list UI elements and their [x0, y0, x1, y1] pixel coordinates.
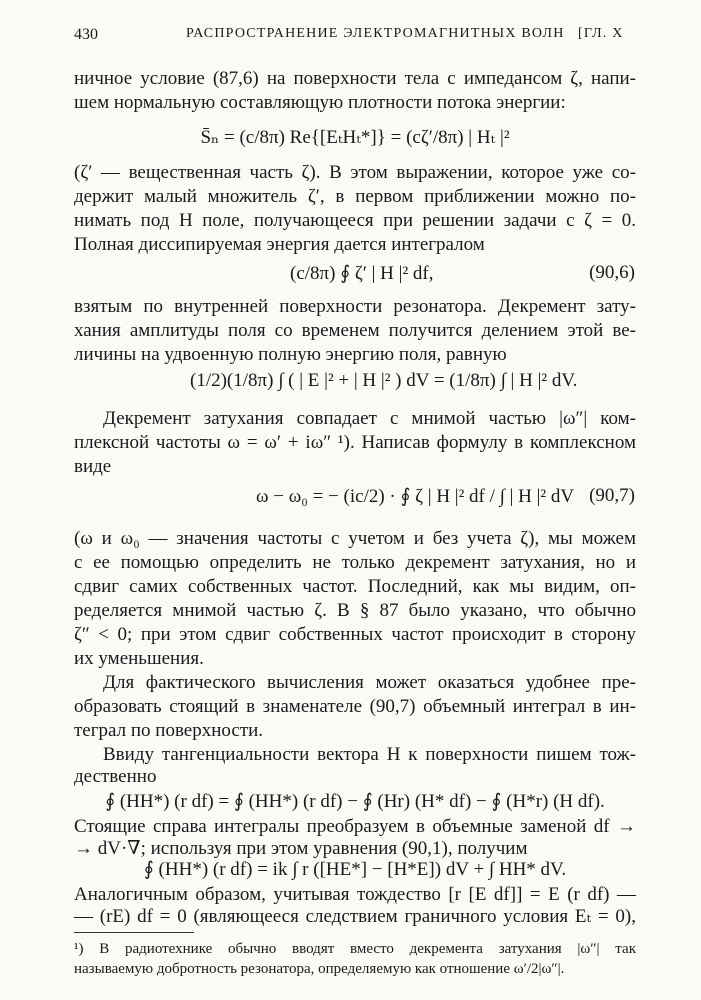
text-line: ределяется мнимой частью ζ. В § 87 было указано, что обычно: [74, 600, 636, 621]
text-line: теграл по поверхности.: [74, 720, 264, 741]
equation-number: (90,6): [589, 262, 635, 283]
page-number: 430: [74, 26, 98, 43]
text-line: Ввиду тангенциальности вектора H к поверхности пишем тож-: [103, 744, 636, 765]
text-line: их уменьшения.: [74, 648, 204, 669]
equation-identity: ∮ (HH*) (r df) = ∮ (HH*) (r df) − ∮ (Hr) (H* df) − ∮ (H*r) (H df).: [105, 791, 605, 812]
text-line: хания амплитуды поля со временем получится делением этой ве-: [74, 320, 636, 341]
text-line: нимать под H поле, получающееся при решении задачи с ζ = 0.: [74, 210, 636, 231]
text-line: с ее помощью определить не только декремент затухания, но и: [74, 552, 636, 573]
text-line: Аналогичным образом, учитывая тождество [r [E df]] = E (r df) —: [74, 884, 636, 905]
text-line: сдвиг самих собственных частот. Последний, как мы видим, оп-: [74, 576, 636, 597]
equation-total-energy: (1/2)(1/8π) ∫ ( | E |² + | H |² ) dV = (1/8π) ∫ | H |² dV.: [190, 370, 578, 391]
text-line: Декремент затухания совпадает с мнимой частью |ω″| ком-: [103, 408, 636, 429]
running-title: РАСПРОСТРАНЕНИЕ ЭЛЕКТРОМАГНИТНЫХ ВОЛН: [186, 26, 565, 41]
text-line: виде: [74, 456, 112, 477]
text-line: (ζ′ — вещественная часть ζ). В этом выражении, которое уже со-: [74, 162, 636, 183]
equation-dissipated-energy: (c/8π) ∮ ζ′ | H |² df,: [290, 263, 434, 284]
text-line: взятым по внутренней поверхности резонатора. Декремент зату-: [74, 296, 636, 317]
equation-number: (90,7): [589, 485, 635, 506]
text-line: держит малый множитель ζ′, в первом приближении можно по-: [74, 186, 636, 207]
text-line: Полная диссипируемая энергия дается интегралом: [74, 234, 485, 255]
text-line: ζ″ < 0; при этом сдвиг собственных частот происходит в сторону: [74, 624, 636, 645]
footnote-line: называемую добротность резонатора, определяемую как отношение ω′/2|ω″|.: [74, 961, 565, 977]
text-line: плексной частоты ω = ω′ + iω″ ¹). Написав формулу в комплексном: [74, 432, 636, 453]
text-line: → dV·∇; используя при этом уравнения (90,1), получим: [74, 838, 528, 859]
text-line: образовать стоящий в знаменателе (90,7) объемный интеграл в ин-: [74, 696, 636, 717]
equation-energy-flux: S̄ₙ = (c/8π) Re{[EₜHₜ*]} = (cζ′/8π) | Hₜ |²: [200, 127, 510, 148]
text-line: личины на удвоенную полную энергию поля, равную: [74, 344, 507, 365]
text-line: — (rE) df = 0 (являющееся следствием граничного условия Eₜ = 0),: [74, 906, 636, 927]
footnote-line: ¹) В радиотехнике обычно вводят вместо декремента затухания |ω″| так: [74, 941, 636, 957]
text-line: Для фактического вычисления может оказаться удобнее пре-: [103, 672, 636, 693]
footnote-rule: [74, 932, 194, 933]
text-line: дественно: [74, 766, 157, 787]
equation-volume-integral: ∮ (HH*) (r df) = ik ∫ r ([HE*] − [H*E]) dV + ∫ HH* dV.: [143, 859, 567, 880]
text-line: ничное условие (87,6) на поверхности тела с импедансом ζ, напи-: [74, 68, 636, 89]
chapter-label: [ГЛ. X: [578, 26, 624, 41]
equation-frequency-shift: ω − ω₀ = − (ic/2) · ∮ ζ | H |² df / ∫ | H |² dV: [256, 486, 575, 507]
text-line: шем нормальную составляющую плотности потока энергии:: [74, 92, 566, 113]
text-line: Стоящие справа интегралы преобразуем в объемные заменой df →: [74, 816, 636, 837]
text-line: (ω и ω₀ — значения частоты с учетом и без учета ζ), мы можем: [74, 528, 636, 549]
